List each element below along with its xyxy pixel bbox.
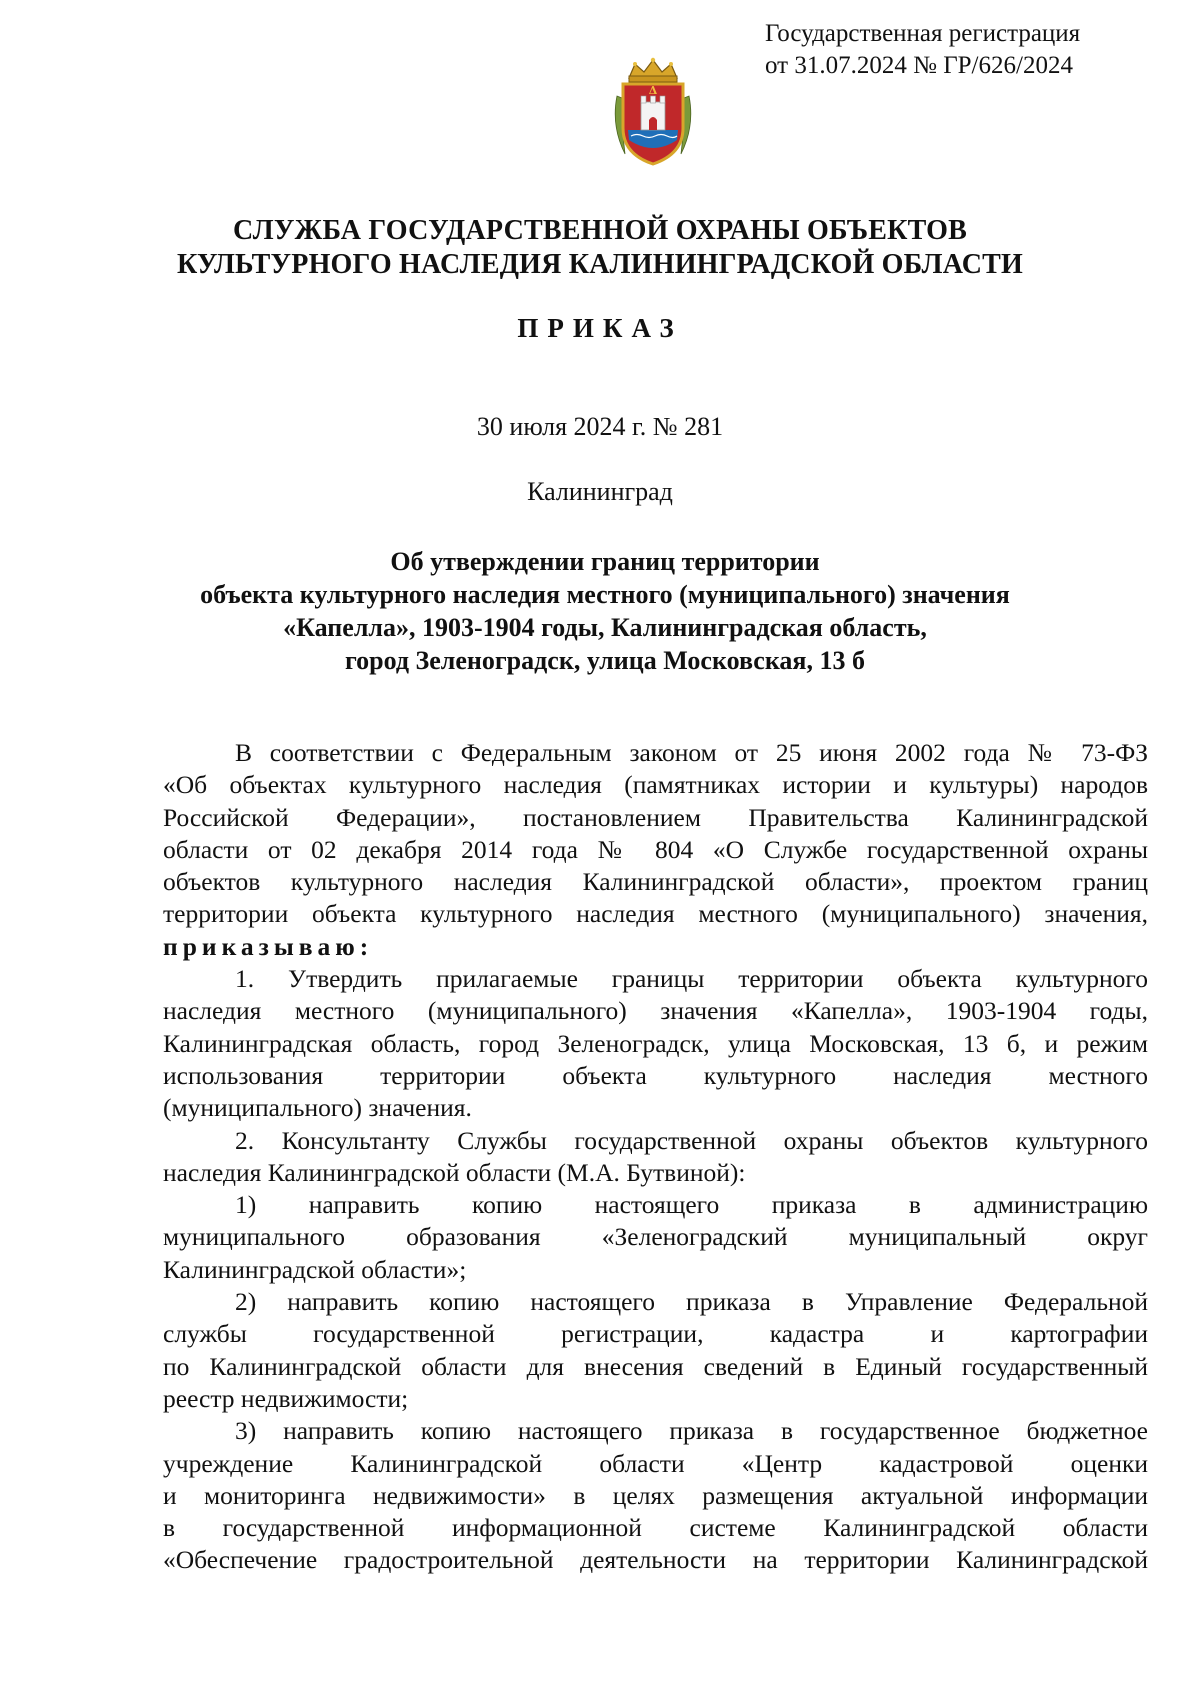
body-line: использования территории объекта культурного наследия местного <box>163 1060 1148 1090</box>
order-word: приказываю: <box>163 931 374 961</box>
body-line: муниципального образования «Зеленоградский муниципальный округ <box>163 1222 1148 1252</box>
organization-line-1: СЛУЖБА ГОСУДАРСТВЕННОЙ ОХРАНЫ ОБЪЕКТОВ <box>233 215 967 246</box>
body-line: территории объекта культурного наследия местного (муниципального) значения, <box>163 899 1148 929</box>
organization-line-2: КУЛЬТУРНОГО НАСЛЕДИЯ КАЛИНИНГРАДСКОЙ ОБЛАСТИ <box>176 249 1024 280</box>
subject-line-4: город Зеленоградск, улица Московская, 13 б <box>344 646 865 675</box>
body-line: объектов культурного наследия Калининградской области», проектом границ <box>163 867 1148 897</box>
body-line: Калининградской области»; <box>163 1254 467 1284</box>
registration-line-2: от 31.07.2024 № ГР/626/2024 <box>765 52 1073 79</box>
body-line: «Обеспечение градостроительной деятельности на территории Калининградской <box>163 1545 1148 1575</box>
document-date-number: 30 июля 2024 г. № 281 <box>476 412 724 441</box>
body-line: Калининградская область, город Зеленоградск, улица Московская, 13 б, и режим <box>163 1028 1148 1058</box>
subject-line-1: Об утверждении границ территории <box>390 547 820 576</box>
body-line: 2) направить копию настоящего приказа в Управление Федеральной <box>235 1287 1148 1317</box>
body-line: 1) направить копию настоящего приказа в администрацию <box>235 1190 1148 1220</box>
body-line: реестр недвижимости; <box>163 1383 409 1413</box>
document-city: Калининград <box>527 477 673 506</box>
body-line: 1. Утвердить прилагаемые границы территории объекта культурного <box>235 964 1148 994</box>
subject-line-3: «Капелла», 1903-1904 годы, Калининградская область, <box>283 613 927 642</box>
registration-line-1: Государственная регистрация <box>765 20 1081 47</box>
document-type: ПРИКАЗ <box>517 313 683 343</box>
registration-stamp <box>765 18 1185 82</box>
body-line: наследия местного (муниципального) значения «Капелла», 1903-1904 годы, <box>163 996 1148 1026</box>
body-line: наследия Калининградской области (М.А. Бутвиной): <box>163 1157 746 1187</box>
body-line: учреждение Калининградской области «Центр кадастровой оценки <box>163 1448 1148 1478</box>
document-subject <box>150 545 1060 677</box>
coat-of-arms-icon <box>611 56 695 168</box>
body-line: службы государственной регистрации, кадастра и картографии <box>163 1319 1148 1349</box>
body-line: (муниципального) значения. <box>163 1093 472 1123</box>
body-line: в государственной информационной системе Калининградской области <box>163 1513 1148 1543</box>
body-line: 2. Консультанту Службы государственной охраны объектов культурного <box>235 1125 1148 1155</box>
body-line: области от 02 декабря 2014 года № 804 «О Службе государственной охраны <box>163 834 1148 864</box>
body-line: и мониторинга недвижимости» в целях размещения актуальной информации <box>163 1480 1148 1510</box>
body-line: по Калининградской области для внесения сведений в Единый государственный <box>163 1351 1148 1381</box>
body-line: 3) направить копию настоящего приказа в государственное бюджетное <box>235 1416 1148 1446</box>
body-line: В соответствии с Федеральным законом от 25 июня 2002 года № 73-ФЗ <box>235 738 1148 767</box>
body-line: Российской Федерации», постановлением Правительства Калининградской <box>163 802 1148 832</box>
subject-line-2: объекта культурного наследия местного (муниципального) значения <box>200 580 1010 609</box>
svg-text:Δ: Δ <box>648 84 658 97</box>
organization-name <box>150 214 1050 282</box>
body-line: «Об объектах культурного наследия (памятниках истории и культуры) народов <box>163 770 1148 800</box>
document-body <box>163 737 1148 1577</box>
